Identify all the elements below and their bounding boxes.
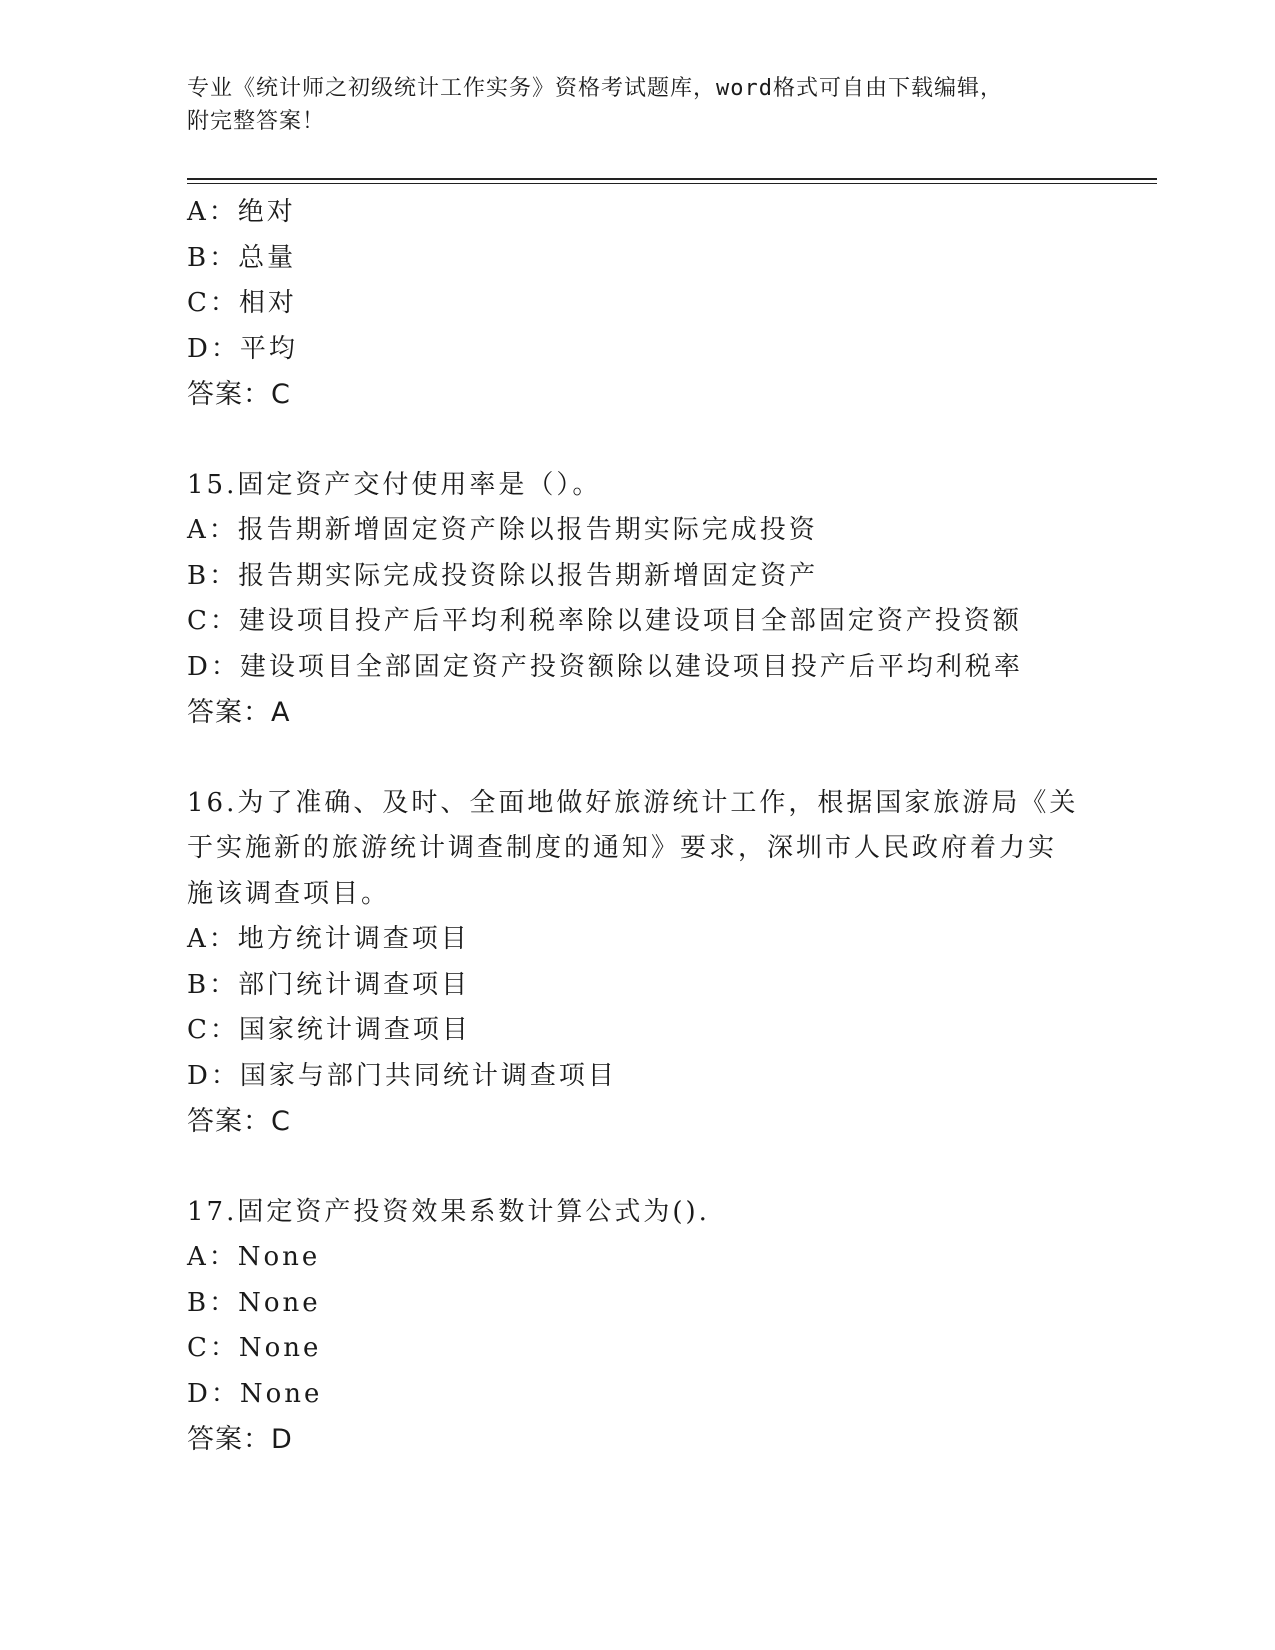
answer: 答案：C xyxy=(187,379,291,410)
header-divider xyxy=(187,178,1157,180)
option-a: A：None xyxy=(187,1242,321,1272)
answer: 答案：D xyxy=(187,1424,293,1455)
option-c: C：国家统计调查项目 xyxy=(187,1015,471,1045)
question-14 xyxy=(187,190,1087,418)
question-stem: 15.固定资产交付使用率是（）。 xyxy=(187,469,602,500)
option-a: A：地方统计调查项目 xyxy=(187,924,470,954)
option-a: A：报告期新增固定资产除以报告期实际完成投资 xyxy=(187,515,818,545)
option-b: B：部门统计调查项目 xyxy=(187,969,471,1000)
option-d: D：None xyxy=(187,1378,323,1409)
option-b: B：总量 xyxy=(187,242,297,273)
question-stem-line-1: 16.为了准确、及时、全面地做好旅游统计工作，根据国家旅游局《关 xyxy=(187,787,1079,818)
option-d: D：国家与部门共同统计调查项目 xyxy=(187,1060,617,1091)
question-stem-line-3: 施该调查项目。 xyxy=(187,878,391,909)
option-c: C：相对 xyxy=(187,288,297,318)
option-d: D：建设项目全部固定资产投资额除以建设项目投产后平均利税率 xyxy=(187,651,1023,682)
question-stem: 17.固定资产投资效果系数计算公式为(). xyxy=(187,1196,710,1227)
option-a: A：绝对 xyxy=(187,197,296,227)
question-17 xyxy=(187,1190,1087,1463)
question-list xyxy=(187,190,1087,1463)
question-15 xyxy=(187,463,1087,736)
option-c: C：建设项目投产后平均利税率除以建设项目全部固定资产投资额 xyxy=(187,606,1022,636)
option-b: B：报告期实际完成投资除以报告期新增固定资产 xyxy=(187,560,819,591)
document-header xyxy=(187,72,1157,138)
question-stem-line-2: 于实施新的旅游统计调查制度的通知》要求，深圳市人民政府着力实 xyxy=(187,833,1058,863)
question-16 xyxy=(187,781,1087,1145)
header-divider-thin xyxy=(187,183,1157,184)
option-d: D：平均 xyxy=(187,333,298,364)
answer: 答案：C xyxy=(187,1106,291,1137)
header-line-1: 专业《统计师之初级统计工作实务》资格考试题库，word格式可自由下载编辑， xyxy=(187,76,1003,101)
answer: 答案：A xyxy=(187,697,291,728)
option-b: B：None xyxy=(187,1287,321,1318)
header-line-2: 附完整答案！ xyxy=(187,109,326,134)
option-c: C：None xyxy=(187,1333,322,1363)
